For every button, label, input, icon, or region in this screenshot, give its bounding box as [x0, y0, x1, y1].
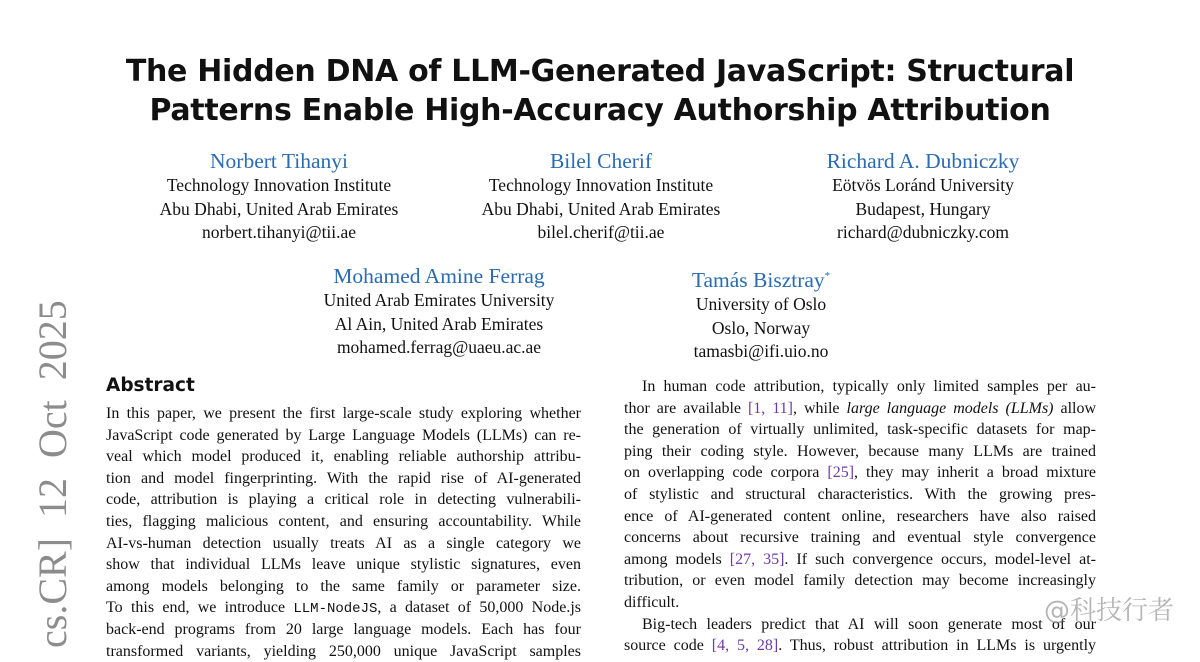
intro-text: , while — [793, 399, 847, 417]
author-location: Abu Dhabi, United Arab Emirates — [481, 198, 721, 219]
author-block-1 — [109, 148, 449, 245]
intro-text: allow — [1053, 399, 1097, 417]
intro-line — [624, 462, 1096, 484]
abstract-line: AI-vs-human detection usually treats AI as a single category we — [106, 534, 581, 552]
author-affiliation: Technology Innovation Institute — [166, 175, 392, 195]
corresponding-author-mark: * — [824, 270, 831, 282]
intro-text: source code — [624, 637, 712, 655]
emphasis-text: large language models (LLMs) — [846, 399, 1054, 417]
intro-text: . Thus, robust attribution in LLMs is urgently — [778, 637, 1097, 655]
abstract-line: tion and model fingerprinting. With the rapid rise of AI-generated — [106, 469, 581, 487]
intro-line: of stylistic and structural characteristics. With the growing pres- — [624, 485, 1096, 503]
author-block-2 — [431, 148, 771, 245]
intro-line — [624, 398, 1096, 420]
intro-text: , they may inherit a broad mixture — [854, 464, 1097, 482]
intro-text: on overlapping code corpora — [624, 464, 828, 482]
title-line-2: Patterns Enable High-Accuracy Authorship Attribution — [149, 93, 1051, 128]
intro-line: In human code attribution, typically only limited samples per au- — [642, 378, 1096, 395]
author-block-5 — [591, 263, 931, 364]
intro-body — [624, 376, 1096, 657]
intro-text: among models — [624, 550, 730, 568]
abstract-text: To this end, we introduce — [106, 599, 294, 617]
author-name[interactable]: Bilel Cherif — [549, 149, 653, 173]
abstract-heading: Abstract — [106, 375, 195, 396]
intro-line: tribution, or even model family detection may become increasingly — [624, 572, 1096, 590]
intro-line — [624, 549, 1096, 571]
abstract-line — [106, 597, 581, 619]
author-email: mohamed.ferrag@uaeu.ac.ae — [336, 337, 542, 357]
abstract-line: JavaScript code generated by Large Language Models (LLMs) can re- — [106, 426, 581, 444]
dataset-name: LLM-NodeJS — [293, 601, 378, 618]
author-name-wrap[interactable] — [591, 263, 931, 293]
abstract-line: veal which model produced it, enabling reliable authorship attribu- — [106, 448, 581, 466]
citation-link[interactable]: [4, 5, 28] — [711, 637, 779, 655]
intro-line: the generation of virtually unlimited, task-specific datasets for map- — [624, 421, 1096, 439]
abstract-text: , a dataset of 50,000 Node.js — [377, 599, 581, 617]
author-email: richard@dubniczky.com — [837, 222, 1009, 242]
author-location: Abu Dhabi, United Arab Emirates — [159, 198, 399, 219]
intro-line: ping their coding style. However, because many LLMs are trained — [624, 442, 1096, 460]
author-affiliation: Technology Innovation Institute — [488, 175, 714, 195]
abstract-line: transformed variants, yielding 250,000 unique JavaScript samples — [106, 642, 581, 660]
author-name[interactable]: Tamás Bisztray — [691, 268, 825, 293]
abstract-line: ties, flagging malicious content, and ensuring accountability. While — [106, 512, 581, 530]
watermark: @科技行者 — [1043, 596, 1174, 626]
author-name[interactable]: Norbert Tihanyi — [210, 149, 348, 173]
citation-link[interactable]: [27, 35] — [729, 550, 785, 568]
author-affiliation: Eötvös Loránd University — [832, 175, 1014, 195]
abstract-line: In this paper, we present the first large-scale study exploring whether — [106, 405, 581, 422]
citation-link[interactable]: [25] — [827, 464, 855, 482]
intro-line — [624, 635, 1096, 657]
author-affiliation: United Arab Emirates University — [323, 290, 555, 310]
arxiv-side-stamp: cs.CR] 12 Oct 2025 — [30, 300, 75, 648]
author-email: bilel.cherif@tii.ae — [537, 222, 665, 242]
intro-line: difficult. — [624, 593, 680, 611]
abstract-line: show that individual LLMs leave unique stylistic signatures, even — [106, 556, 581, 574]
author-location: Budapest, Hungary — [855, 198, 991, 219]
abstract-line: code, attribution is playing a critical role in detecting vulnerabili- — [106, 491, 581, 509]
author-email: tamasbi@ifi.uio.no — [693, 341, 829, 362]
abstract-line: back-end programs from 20 large language models. Each has four — [106, 620, 581, 638]
intro-text: . If such convergence occurs, model-level at- — [784, 550, 1096, 568]
abstract-body — [106, 403, 581, 662]
author-name[interactable]: Mohamed Amine Ferrag — [333, 264, 545, 288]
title-line-1: The Hidden DNA of LLM-Generated JavaScript: Structural — [125, 54, 1075, 89]
author-location: Al Ain, United Arab Emirates — [334, 313, 544, 334]
author-name[interactable]: Richard A. Dubniczky — [826, 149, 1020, 173]
paper-title — [100, 52, 1100, 130]
intro-line: Big-tech leaders predict that AI will soon generate most of our — [642, 615, 1096, 633]
author-block-3 — [753, 148, 1093, 245]
intro-line: ence of AI-generated content online, researchers have also raised — [624, 507, 1096, 525]
author-location: Oslo, Norway — [711, 317, 811, 338]
author-affiliation: University of Oslo — [695, 294, 827, 315]
author-email: norbert.tihanyi@tii.ae — [201, 222, 357, 242]
author-block-4 — [269, 263, 609, 360]
intro-line: concerns about recursive training and eventual style convergence — [624, 529, 1096, 547]
intro-text: thor are available — [624, 399, 748, 417]
abstract-line: among models belonging to the same family or parameter size. — [106, 577, 581, 595]
citation-link[interactable]: [1, 11] — [747, 399, 794, 417]
